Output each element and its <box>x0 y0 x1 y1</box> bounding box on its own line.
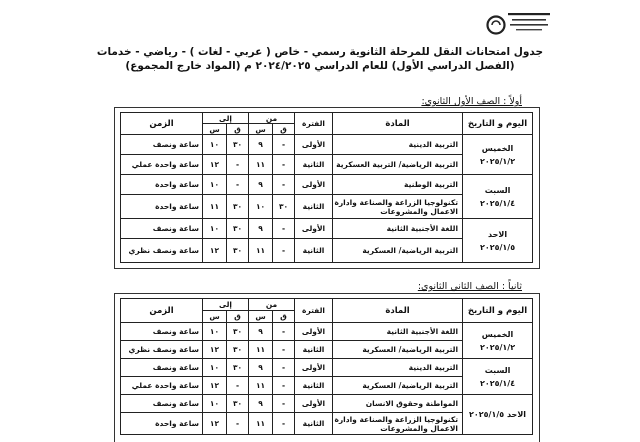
title-line-2: (الفصل الدراسي الأول) للعام الدراسي ٢٠٢٤/٢٠٢٥ م (المواد خارج المجموع) <box>125 60 515 72</box>
duration-cell: ساعة ونصف نظري <box>121 341 203 359</box>
to-minute-cell: ٣٠ <box>227 323 249 341</box>
from-minute-cell: - <box>273 413 295 435</box>
from-minute-cell: - <box>273 341 295 359</box>
to-hour-cell: ١٠ <box>203 395 227 413</box>
from-minute-cell: - <box>273 239 295 263</box>
from-hour-cell: ٩ <box>249 175 273 195</box>
header-from-hour: س <box>249 124 273 135</box>
duration-cell: ساعة ونصف <box>121 323 203 341</box>
to-minute-cell: - <box>227 175 249 195</box>
period-cell: الأولى <box>295 359 333 377</box>
header-subject: المادة <box>333 299 463 323</box>
from-minute-cell: - <box>273 175 295 195</box>
from-hour-cell: ٩ <box>249 323 273 341</box>
section-1-label: أولاً : الصف الأول الثانوي: <box>421 96 522 107</box>
subject-cell: التربية الوطنية <box>333 175 463 195</box>
period-cell: الأولى <box>295 395 333 413</box>
duration-cell: ساعة ونصف <box>121 395 203 413</box>
subject-cell: التربية الدينية <box>333 359 463 377</box>
to-minute-cell: - <box>227 377 249 395</box>
from-minute-cell: - <box>273 155 295 175</box>
to-minute-cell: - <box>227 413 249 435</box>
to-hour-cell: ١٢ <box>203 377 227 395</box>
period-cell: الثانية <box>295 195 333 219</box>
from-minute-cell: - <box>273 359 295 377</box>
from-hour-cell: ١٠ <box>249 195 273 219</box>
duration-cell: ساعة ونصف <box>121 219 203 239</box>
from-hour-cell: ١١ <box>249 413 273 435</box>
header-day-date: اليوم و التاريخ <box>463 113 533 135</box>
subject-cell: اللغة الأجنبية الثانية <box>333 219 463 239</box>
subject-cell: المواطنة وحقوق الانسان <box>333 395 463 413</box>
title-line-1: جدول امتحانات النقل للمرحلة الثانوية رسمي - خاص ( عربي - لغات ) - رياضي - خدمات <box>96 46 544 58</box>
period-cell: الثانية <box>295 413 333 435</box>
subject-cell: تكنولوجيا الزراعة والصناعة وادارة الاعمال والمشروعات <box>333 195 463 219</box>
to-minute-cell: ٣٠ <box>227 239 249 263</box>
header-to-minute: ق <box>227 124 249 135</box>
duration-cell: ساعة واحدة <box>121 175 203 195</box>
subject-cell: اللغة الأجنبية الثانية <box>333 323 463 341</box>
subject-cell: تكنولوجيا الزراعة والصناعة وادارة الاعمال والمشروعات <box>333 413 463 435</box>
header-from-minute: ق <box>273 124 295 135</box>
from-hour-cell: ٩ <box>249 395 273 413</box>
subject-cell: التربية الرياضية/ العسكرية <box>333 377 463 395</box>
period-cell: الأولى <box>295 175 333 195</box>
from-hour-cell: ١١ <box>249 239 273 263</box>
header-to-minute: ق <box>227 311 249 323</box>
to-hour-cell: ١٢ <box>203 239 227 263</box>
header-from-minute: ق <box>273 311 295 323</box>
to-hour-cell: ١٠ <box>203 135 227 155</box>
header-from-hour: س <box>249 311 273 323</box>
duration-cell: ساعة ونصف نظري <box>121 239 203 263</box>
exam-table-grade-1 <box>120 112 533 263</box>
header-to-hour: س <box>203 124 227 135</box>
to-hour-cell: ١٠ <box>203 219 227 239</box>
header-subject: المادة <box>333 113 463 135</box>
to-hour-cell: ١٢ <box>203 155 227 175</box>
day-cell: الخميس ٢٠٢٥/١/٢ <box>463 135 533 175</box>
subject-cell: التربية الدينية <box>333 135 463 155</box>
from-minute-cell: - <box>273 377 295 395</box>
duration-cell: ساعة ونصف <box>121 135 203 155</box>
to-minute-cell: ٣٠ <box>227 395 249 413</box>
period-cell: الثانية <box>295 377 333 395</box>
day-cell: الاحد ٢٠٢٥/١/٥ <box>463 219 533 263</box>
from-minute-cell: - <box>273 219 295 239</box>
from-minute-cell: - <box>273 395 295 413</box>
header-period: الفترة <box>295 113 333 135</box>
to-minute-cell: - <box>227 155 249 175</box>
from-hour-cell: ١١ <box>249 377 273 395</box>
period-cell: الثانية <box>295 341 333 359</box>
header-to: إلى <box>203 299 249 311</box>
day-cell: السبت ٢٠٢٥/١/٤ <box>463 175 533 219</box>
duration-cell: ساعة واحدة عملي <box>121 155 203 175</box>
to-hour-cell: ١١ <box>203 195 227 219</box>
to-hour-cell: ١٢ <box>203 413 227 435</box>
section-2-label: ثانياً : الصف الثاني الثانوي: <box>417 281 522 292</box>
day-cell: السبت ٢٠٢٥/١/٤ <box>463 359 533 395</box>
header-to: إلى <box>203 113 249 124</box>
ministry-logo <box>486 4 556 42</box>
from-hour-cell: ٩ <box>249 219 273 239</box>
period-cell: الأولى <box>295 323 333 341</box>
exam-table-grade-2 <box>120 298 533 435</box>
duration-cell: ساعة ونصف <box>121 359 203 377</box>
to-minute-cell: ٣٠ <box>227 135 249 155</box>
header-to-hour: س <box>203 311 227 323</box>
to-minute-cell: ٣٠ <box>227 359 249 377</box>
header-from: من <box>249 113 295 124</box>
subject-cell: التربية الرياضية/ العسكرية <box>333 341 463 359</box>
header-from: من <box>249 299 295 311</box>
from-hour-cell: ٩ <box>249 135 273 155</box>
subject-cell: التربية الرياضية/ العسكرية <box>333 239 463 263</box>
to-minute-cell: ٣٠ <box>227 341 249 359</box>
to-hour-cell: ١٠ <box>203 359 227 377</box>
period-cell: الثانية <box>295 155 333 175</box>
from-hour-cell: ٩ <box>249 359 273 377</box>
from-hour-cell: ١١ <box>249 341 273 359</box>
from-hour-cell: ١١ <box>249 155 273 175</box>
from-minute-cell: ٣٠ <box>273 195 295 219</box>
period-cell: الأولى <box>295 135 333 155</box>
to-minute-cell: ٣٠ <box>227 219 249 239</box>
to-hour-cell: ١٠ <box>203 175 227 195</box>
header-duration: الزمن <box>121 299 203 323</box>
to-hour-cell: ١٢ <box>203 341 227 359</box>
period-cell: الثانية <box>295 239 333 263</box>
period-cell: الأولى <box>295 219 333 239</box>
day-cell: الاحد ٢٠٢٥/١/٥ <box>463 395 533 435</box>
duration-cell: ساعة واحدة <box>121 195 203 219</box>
duration-cell: ساعة واحدة <box>121 413 203 435</box>
from-minute-cell: - <box>273 135 295 155</box>
header-period: الفترة <box>295 299 333 323</box>
header-day-date: اليوم و التاريخ <box>463 299 533 323</box>
from-minute-cell: - <box>273 323 295 341</box>
duration-cell: ساعة واحدة عملي <box>121 377 203 395</box>
subject-cell: التربية الرياضية/ التربية العسكرية <box>333 155 463 175</box>
to-minute-cell: ٣٠ <box>227 195 249 219</box>
to-hour-cell: ١٠ <box>203 323 227 341</box>
day-cell: الخميس ٢٠٢٥/١/٢ <box>463 323 533 359</box>
header-duration: الزمن <box>121 113 203 135</box>
